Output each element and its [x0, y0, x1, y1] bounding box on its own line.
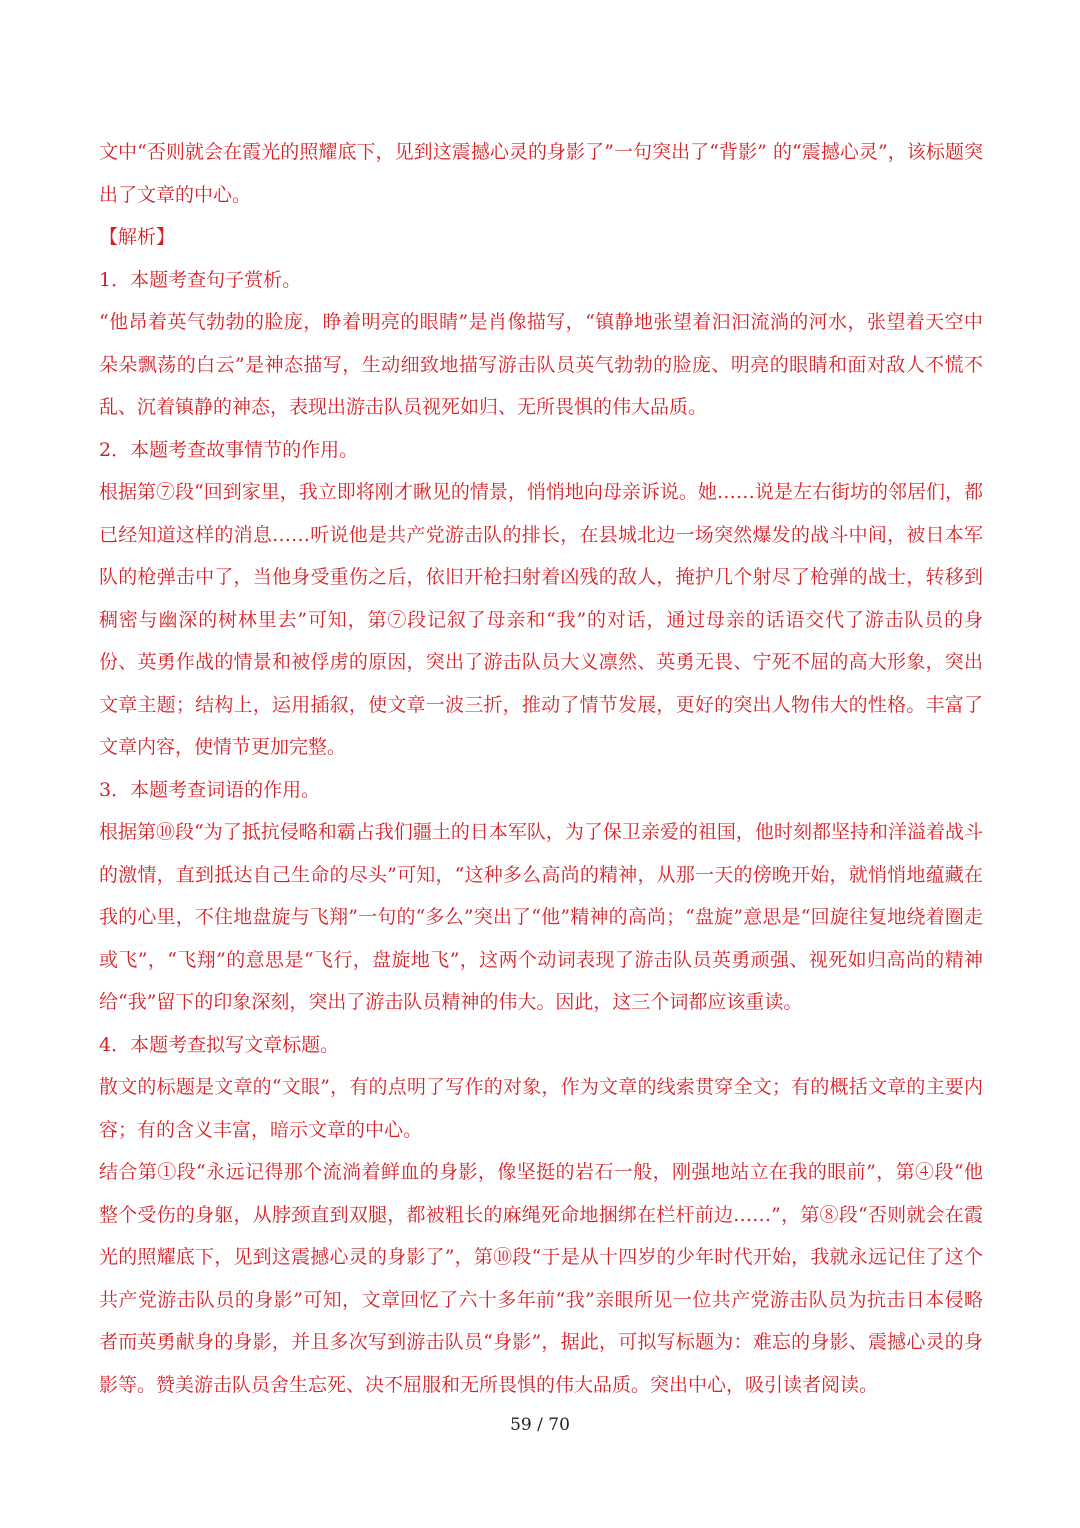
question-4-title: 4．本题考查拟写文章标题。	[99, 1033, 340, 1056]
page-number: 59 / 70	[510, 1415, 570, 1435]
question-4-body-2: 结合第①段“永远记得那个流淌着鲜血的身影，像坚挺的岩石一般，刚强地站立在我的眼前”，第④段“他整个受伤的身躯，从脖颈直到双腿，都被粗长的麻绳死命地捆绑在栏杆前边……”，第⑧段“否则就会在霞光的照耀底下，见到这震撼心灵的身影了”，第⑩段“于是从十四岁的少年时代开始，我就永远记住了这个共产党游击队员的身影”可知，文章回忆了六十多年前“我”亲眼所见一位共产党游击队员为抗击日本侵略者而英勇献身的身影，并且多次写到游击队员“身影”，据此，可拟写标题为：难忘的身影、震撼心灵的身影等。赞美游击队员舍生忘死、决不屈服和无所畏惧的伟大品质。突出中心，吸引读者阅读。	[99, 1161, 983, 1396]
analysis-heading: 【解析】	[99, 226, 176, 248]
question-4-body-1: 散文的标题是文章的“文眼”，有的点明了写作的对象，作为文章的线索贯穿全文；有的概括文章的主要内容；有的含义丰富，暗示文章的中心。	[99, 1076, 983, 1141]
question-1-title: 1．本题考查句子赏析。	[99, 268, 302, 291]
question-3-body: 根据第⑩段“为了抵抗侵略和霸占我们疆土的日本军队，为了保卫亲爱的祖国，他时刻都坚持和洋溢着战斗的激情，直到抵达自己生命的尽头”可知，“这种多么高尚的精神，从那一天的傍晚开始，就悄悄地蕴藏在我的心里，不住地盘旋与飞翔”一句的“多么”突出了“他”精神的高尚；“盘旋”意思是“回旋往复地绕着圈走或飞”，“飞翔”的意思是“飞行，盘旋地飞”，这两个动词表现了游击队员英勇顽强、视死如归高尚的精神给“我”留下的印象深刻，突出了游击队员精神的伟大。因此，这三个词都应该重读。	[99, 821, 983, 1013]
question-2-body: 根据第⑦段“回到家里，我立即将刚才瞅见的情景，悄悄地向母亲诉说。她……说是左右街坊的邻居们，都已经知道这样的消息……听说他是共产党游击队的排长，在县城北边一场突然爆发的战斗中间，被日本军队的枪弹击中了，当他身受重伤之后，依旧开枪扫射着凶残的敌人，掩护几个射尽了枪弹的战士，转移到稠密与幽深的树林里去”可知，第⑦段记叙了母亲和“我”的对话，通过母亲的话语交代了游击队员的身份、英勇作战的情景和被俘虏的原因，突出了游击队员大义凛然、英勇无畏、宁死不屈的高大形象，突出文章主题；结构上，运用插叙，使文章一波三折，推动了情节发展，更好的突出人物伟大的性格。丰富了文章内容，使情节更加完整。	[99, 481, 983, 758]
question-3-title: 3．本题考查词语的作用。	[99, 778, 321, 801]
intro-paragraph: 文中“否则就会在霞光的照耀底下，见到这震撼心灵的身影了”一句突出了“背影” 的“震撼心灵”，该标题突出了文章的中心。	[99, 141, 983, 206]
question-2-title: 2．本题考查故事情节的作用。	[99, 438, 359, 461]
answer-content	[99, 131, 983, 1406]
question-1-body: “他昂着英气勃勃的脸庞，睁着明亮的眼睛”是肖像描写，“镇静地张望着汩汩流淌的河水，张望着天空中朵朵飘荡的白云”是神态描写，生动细致地描写游击队员英气勃勃的脸庞、明亮的眼睛和面对敌人不慌不乱、沉着镇静的神态，表现出游击队员视死如归、无所畏惧的伟大品质。	[99, 311, 983, 418]
